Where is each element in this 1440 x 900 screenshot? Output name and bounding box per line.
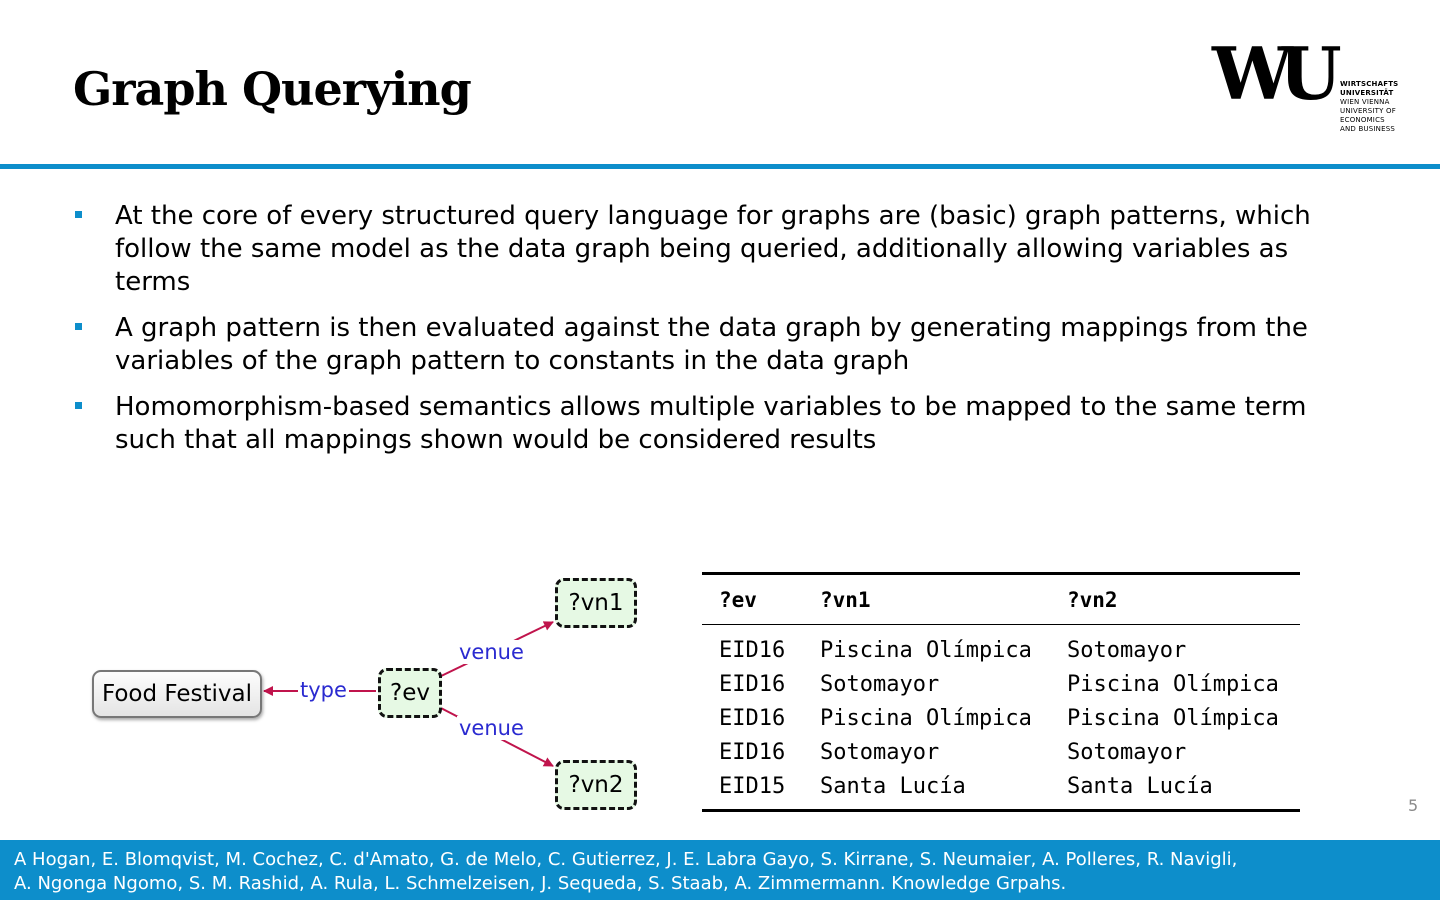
bullet-item xyxy=(72,312,1332,378)
bullet-item xyxy=(72,200,1332,299)
table-cell: EID16 xyxy=(719,739,786,765)
table-cell: Piscina Olímpica xyxy=(1067,671,1279,697)
graph-pattern-diagram xyxy=(80,560,660,830)
bullet-list xyxy=(72,200,1332,470)
edge-label-type: type xyxy=(300,678,347,702)
table-cell: Piscina Olímpica xyxy=(1067,705,1279,731)
logo-text xyxy=(1340,80,1398,134)
table-cell: EID16 xyxy=(719,671,786,697)
logo-line: AND BUSINESS xyxy=(1340,125,1396,133)
table-cell: Piscina Olímpica xyxy=(820,705,1032,731)
table-row xyxy=(702,625,1300,667)
node-var-vn2: ?vn2 xyxy=(555,760,637,810)
column-header: ?vn2 xyxy=(1067,587,1118,612)
table-header-row xyxy=(702,575,1300,624)
bullet-text: At the core of every structured query language for graphs are (basic) graph patterns, which follow the same model as the data graph being queried, additionally allowing variables as terms xyxy=(115,201,1311,297)
citation-line: A. Ngonga Ngomo, S. M. Rashid, A. Rula, L. Schmelzeisen, J. Sequeda, S. Staab, A. Zimmermann. Knowledge Grpahs. xyxy=(14,873,1067,894)
table-cell: Sotomayor xyxy=(1067,739,1187,765)
table-cell: EID16 xyxy=(719,705,786,731)
results-table xyxy=(702,572,1300,812)
bullet-item xyxy=(72,391,1332,457)
bullet-marker xyxy=(75,323,82,330)
column-header: ?ev xyxy=(719,587,757,612)
column-header: ?vn1 xyxy=(820,587,871,612)
node-food-festival: Food Festival xyxy=(92,670,262,718)
table-cell: Santa Lucía xyxy=(1067,773,1213,799)
bullet-text: A graph pattern is then evaluated against the data graph by generating mappings from the variables of the graph pattern to constants in the data graph xyxy=(115,313,1308,376)
page-number: 5 xyxy=(1408,796,1419,815)
table-cell: Sotomayor xyxy=(820,671,940,697)
logo-mark: WU xyxy=(1212,31,1328,116)
edge-label-venue-top: venue xyxy=(459,640,524,664)
table-cell: Piscina Olímpica xyxy=(820,637,1032,663)
logo-line: WIRTSCHAFTS xyxy=(1340,80,1399,88)
table-cell: Santa Lucía xyxy=(820,773,966,799)
table-cell: Sotomayor xyxy=(820,739,940,765)
logo-line: ECONOMICS xyxy=(1340,116,1385,124)
citation-footer xyxy=(0,840,1440,900)
logo-line: UNIVERSITY OF xyxy=(1340,107,1396,115)
table-row xyxy=(702,769,1300,809)
header-divider xyxy=(0,164,1440,169)
bullet-marker xyxy=(75,211,82,218)
node-var-ev: ?ev xyxy=(378,668,442,718)
table-row xyxy=(702,667,1300,701)
logo-line: UNIVERSITÄT xyxy=(1340,89,1394,97)
edge-label-venue-bottom: venue xyxy=(459,716,524,740)
logo-line: WIEN VIENNA xyxy=(1340,98,1390,106)
node-var-vn1: ?vn1 xyxy=(555,578,637,628)
table-cell: Sotomayor xyxy=(1067,637,1187,663)
slide-title: Graph Querying xyxy=(73,62,471,116)
table-bottom-rule xyxy=(702,809,1300,812)
table-row xyxy=(702,701,1300,735)
table-row xyxy=(702,735,1300,769)
citation-line: A Hogan, E. Blomqvist, M. Cochez, C. d'Amato, G. de Melo, C. Gutierrez, J. E. Labra Gayo, S. Kirrane, S. Neumaier, A. Polleres, R. Navigli, xyxy=(14,849,1238,870)
bullet-marker xyxy=(75,402,82,409)
university-logo xyxy=(1212,31,1402,150)
table-cell: EID15 xyxy=(719,773,786,799)
bullet-text: Homomorphism-based semantics allows multiple variables to be mapped to the same term such that all mappings shown would be considered results xyxy=(115,392,1307,455)
table-cell: EID16 xyxy=(719,637,786,663)
